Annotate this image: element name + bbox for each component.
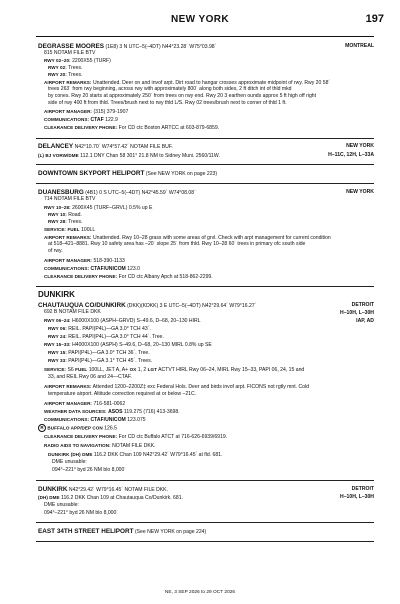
chautauqua-rwy24: RWY 24: REIL. PAPI(P4L)—GA 3.0° TCH 44´. Tree. [48, 334, 164, 340]
delancey-title-line: DELANCEY N42°10.70´ W74°57.42´ NOTAM FILE BUF. [38, 143, 173, 150]
chautauqua-buffalo-app: R BUFFALO APP/DEP CON 126.5 [38, 424, 374, 433]
dunkirk-dme-unusable: DME unusable: [44, 502, 79, 508]
chautauqua-rwy-15-33: RWY 15–33: H4000X100 (ASPH) S–49.6, D–68, 20–130 MIRL 0.8% up SE [44, 342, 212, 348]
radar-circle-icon: R [38, 424, 46, 432]
chautauqua-title-line: CHAUTAUQUA CO/DUNKIRK (DKK)(KDKK) 3 E UTC–5(–4DT) N42°29.64´ W79°16.27´ [38, 302, 257, 309]
chautauqua-rwy06: RWY 06: REIL. PAPI(P4L)—GA 3.0° TCH 43´. [48, 326, 151, 332]
page-header [0, 14, 400, 32]
chautauqua-service: SERVICE: S6 FUEL 100LL, JET A, A+ OX 1, 2 LGT ACTVT HIRL Rwy 06–24, MIRL Rwy 15–33, PAPI 06, 24, 15 and [44, 367, 305, 373]
chautauqua-remarks-2: temperature airport. Altitude correction required at or below –21C. [48, 391, 197, 397]
degrasse-rwy20: RWY 20: Trees. [48, 72, 83, 78]
duanesburg-service: SERVICE: FUEL 100LL [44, 227, 96, 233]
duanesburg-manager: AIRPORT MANAGER: 518-390-1133 [44, 258, 125, 264]
duanesburg-region: NEW YORK [346, 189, 374, 195]
dunkirk-dme: (DH) DME 116.2 DKK Chan 109 at Chautauqua Co/Dunkirk. 681. [38, 495, 183, 501]
duanesburg-remarks-2: at 518–421–8881. Rwy 10 safety area has –20´ slope 25´ from thld. Rwy 10–28 60´ trees in primary ofc south side [48, 241, 306, 247]
divider [36, 522, 374, 523]
page-number: 197 [365, 13, 384, 25]
delancey-chart-refs: H–11C, 12H, L–33A [328, 152, 374, 158]
effective-dates-footer: NE, 3 SEP 2026 to 29 OCT 2026 [164, 590, 236, 595]
dunkirk-title-line: DUNKIRK N42°29.42´ W79°16.45´ NOTAM FILE DKK. [38, 486, 168, 493]
duanesburg-rwy28: RWY 28: Trees. [48, 219, 83, 225]
chautauqua-rwy33: RWY 33: PAPI(P4L)—GA 3.1° TCH 45´. Trees. [48, 358, 153, 364]
chautauqua-cd-phone: CLEARANCE DELIVERY PHONE: For CD ctc Buffalo ATCT at 716-626-6939/6919. [44, 434, 228, 440]
header-rule [36, 36, 374, 37]
state-title: NEW YORK [170, 14, 230, 25]
degrasse-remarks-1: AIRPORT REMARKS: Unattended. Deer on and invof arpt. Dirt road to hangar crosses approximate midpoint of rwy. Rwy 20 58´ [44, 80, 331, 86]
chautauqua-chart-refs: H–10H, L–30H [340, 310, 374, 316]
duanesburg-comm: COMMUNICATIONS: CTAF/UNICOM 123.0 [44, 266, 140, 272]
chautauqua-dme-unusable-2: 094°–221° byd 26 NM blo 8,000´ [52, 467, 127, 473]
duanesburg-runway: RWY 10–28: 2600X45 (TURF–GRVL) 0.5% up E [44, 205, 153, 211]
chautauqua-remarks-1: AIRPORT REMARKS: Attended 1200–2200Z‡ exc Federal Hols. Deer and birds invof arpt. FICONS not rgtly mnt. Cold [44, 384, 309, 390]
section-heading-dunkirk: DUNKIRK [38, 290, 75, 299]
degrasse-remarks-2: trees 263´ from rwy beginning, across rwy with approximately 800´ along both sides, 2 ft ditch int of thld mkd [48, 86, 292, 92]
degrasse-cd-phone: CLEARANCE DELIVERY PHONE: For CD ctc Boston ARTCC at 603-879-6859. [44, 125, 220, 131]
divider [36, 164, 374, 165]
divider [36, 480, 374, 481]
chautauqua-rwy15: RWY 15: PAPI(P4L)—GA 3.0° TCH 36´. Tree. [48, 350, 150, 356]
chautauqua-navaids: RADIO AIDS TO NAVIGATION: NOTAM FILE DKK. [44, 443, 156, 449]
dunkirk-dme-unusable-2: 094°–221° byd 26 NM blo 8,000´ [44, 510, 119, 516]
delancey-vor: (L) BJ VORW/DME 112.1 DNY Chan 58 301° 21.8 NM to Sidney Muni. 2560/11W. [38, 153, 220, 159]
chautauqua-elev-notam: 692 B NOTAM FILE DKK [44, 309, 101, 315]
duanesburg-cd-phone: CLEARANCE DELIVERY PHONE: For CD ctc Albany Apch at 518-862-2299. [44, 274, 213, 280]
east34-heliport: EAST 34TH STREET HELIPORT (See NEW YORK on page 224) [38, 528, 207, 535]
chautauqua-comm: COMMUNICATIONS: CTAF/UNICOM 123.075 [44, 417, 146, 423]
duanesburg-title-line: DUANESBURG (4B1) 0 S UTC–5(–4DT) N42°45.59´ W74°08.08´ [38, 189, 196, 196]
divider [36, 286, 374, 287]
downtown-heliport: DOWNTOWN SKYPORT HELIPORT (See NEW YORK on page 223) [38, 170, 218, 177]
degrasse-runway: RWY 02–20: 2200X55 (TURF) [44, 58, 111, 64]
duanesburg-remarks-3: of rwy. [48, 248, 63, 254]
degrasse-title-line: DEGRASSE MOORES (1E8) 3 N UTC–5(–4DT) N44°23.28´ W75°03.98´ [38, 43, 217, 50]
duanesburg-rwy10: RWY 10: Road. [48, 212, 82, 218]
chautauqua-dme: DUNKIRK (DH) DME 116.2 DKK Chan 109 N42°29.42´ W79°16.45´ at fld. 681. [48, 452, 223, 458]
dunkirk-chart-refs: H–10H, L–30H [340, 494, 374, 500]
degrasse-remarks-3: by cones. Rwy 20 starts at approximately 250´ from trees on rwy end. Rwy 20 3 earthen ounds approx 5 ft high off right [48, 93, 317, 99]
divider [36, 183, 374, 184]
degrasse-rwy02: RWY 02: Trees. [48, 65, 83, 71]
dunkirk-region: DETROIT [351, 486, 374, 492]
degrasse-comm: COMMUNICATIONS: CTAF 122.9 [44, 117, 118, 123]
chautauqua-service-2: 33, and REIL Rwy 06 and 24—CTAF. [48, 374, 132, 380]
chautauqua-iap: IAP, AD [356, 318, 374, 324]
divider [36, 138, 374, 139]
chautauqua-region: DETROIT [351, 302, 374, 308]
duanesburg-elev-notam: 714 NOTAM FILE BTV [44, 196, 96, 202]
chautauqua-rwy-06-24: RWY 06–24: H6000X100 (ASPH–GRVD) S–49.6, D–68, 20–130 HIRL [44, 318, 201, 324]
chautauqua-manager: AIRPORT MANAGER: 716-581-0062 [44, 401, 126, 407]
delancey-region: NEW YORK [346, 143, 374, 149]
degrasse-manager: AIRPORT MANAGER: (315) 379-1907 [44, 109, 129, 115]
degrasse-region: MONTREAL [345, 43, 374, 49]
degrasse-remarks-4: side of rwy 400 ft from thld. Trees/brush next to rwy thld L/S. Rwy 02 trees/brush next to corner of thld 1 ft. [48, 100, 287, 106]
chautauqua-weather: WEATHER DATA SOURCES: ASOS 119.275 (716) 413-3698. [44, 409, 180, 415]
degrasse-elev-notam: 815 NOTAM FILE BTV [44, 50, 96, 56]
duanesburg-remarks-1: AIRPORT REMARKS: Unattended. Rwy 10–28 grass with some areas of grvl. Check with arpt management for current condition [44, 235, 331, 241]
divider [36, 541, 374, 542]
chautauqua-dme-unusable: DME unusable: [52, 459, 87, 465]
